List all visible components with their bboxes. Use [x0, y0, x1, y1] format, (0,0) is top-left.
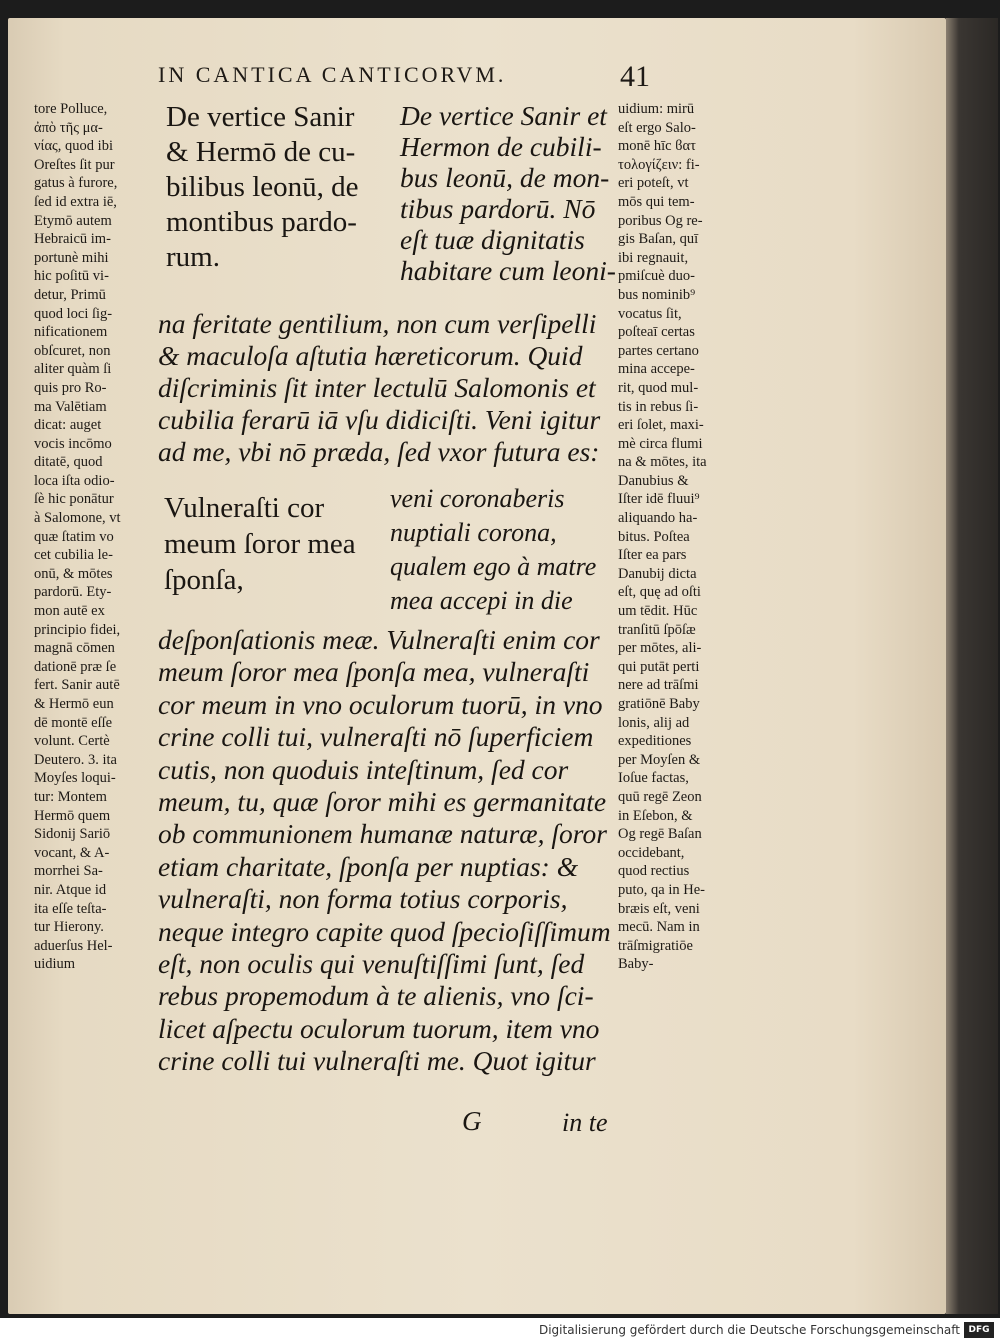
commentary-1-line: diſcriminis ſit inter lectulū Salomonis et — [158, 372, 596, 403]
running-title: IN CANTICA CANTICORVM. — [158, 62, 507, 87]
commentary-2-line: meum ſoror mea ſponſa mea, vulneraſti — [158, 656, 590, 688]
right-margin-line: Ioſue factas, — [618, 770, 689, 787]
commentary-2 — [158, 624, 613, 1078]
left-margin-line: portunè mihi — [34, 249, 109, 266]
left-margin-line: fert. Sanir autē — [34, 677, 120, 694]
right-margin-line: rit, quod mul- — [618, 379, 699, 396]
left-margin-note — [34, 100, 154, 974]
right-margin-line: eri ſolet, maxi- — [618, 417, 704, 434]
right-margin-line: in Eſebon, & — [618, 807, 693, 824]
right-margin-line: eſt, quę ad oſti — [618, 584, 701, 601]
left-margin-line: quod loci ſig- — [34, 305, 113, 322]
right-margin-line: pmiſcuè duo- — [618, 268, 695, 285]
right-margin-line: per mōtes, ali- — [618, 640, 702, 657]
right-margin-line: bitus. Poſtea — [618, 528, 690, 545]
left-margin-line: quis pro Ro- — [34, 379, 107, 396]
right-margin-line: gis Baſan, quī — [618, 231, 699, 248]
right-margin-line: Danubij dicta — [618, 565, 697, 582]
right-margin-line: trāſmigratiōe — [618, 937, 693, 954]
page-edge-shadow — [946, 18, 998, 1314]
commentary-1-line: & maculoſa aſtutia hæreticorum. Quid — [158, 340, 583, 371]
verse-2-italic-line: nuptiali corona, — [390, 518, 557, 547]
left-margin-line: onū, & mōtes — [34, 565, 113, 582]
right-margin-line: gratiōnē Baby — [618, 696, 700, 712]
left-margin-line: morrhei Sa- — [34, 863, 103, 880]
commentary-2-line: neque integro capite quod ſpecioſiſſimum — [158, 915, 611, 947]
commentary-2-line: rebus propemodum à te alienis, vno ſci- — [158, 980, 594, 1012]
verse-1-italic — [400, 100, 614, 286]
right-margin-line: eſt ergo Salo- — [618, 119, 696, 136]
right-margin-line: ibi regnauit, — [618, 249, 689, 266]
left-margin-line: obſcuret, non — [34, 342, 111, 359]
right-margin-line: mecū. Nam in — [618, 919, 700, 936]
left-margin-line: ditatē, quod — [34, 454, 103, 471]
left-margin-line: nir. Atque id — [34, 881, 107, 898]
left-margin-line: Sidonij Sariō — [34, 826, 111, 843]
right-margin-line: aliquando ha- — [618, 510, 698, 527]
left-margin-line: hic poſitū vi- — [34, 268, 109, 285]
verse-1-italic-line: Hermon de cubili- — [400, 131, 602, 162]
commentary-2-line: eſt, non oculis qui venuſtiſſimi ſunt, ſed — [158, 948, 585, 980]
left-margin-line: vocis incōmo — [34, 435, 112, 452]
verse-1-roman — [166, 100, 398, 275]
left-margin-line: ma Valētiam — [34, 398, 107, 415]
left-margin-line: uidium — [34, 956, 76, 973]
verse-2-italic-line: qualem ego à matre — [390, 552, 597, 581]
left-margin-line: gatus à furore, — [34, 175, 118, 192]
commentary-2-line: ob communionem humanæ naturæ, ſoror — [158, 818, 607, 850]
right-margin-line: Baby- — [618, 956, 654, 973]
left-margin-line: ſè hic ponātur — [34, 491, 114, 508]
left-margin-line: ſed id extra iē, — [34, 193, 117, 210]
right-margin-line: Danubius & — [618, 472, 689, 489]
commentary-1-line: ad me, vbi nō præda, ſed vxor futura es: — [158, 436, 600, 467]
verse-1-italic-line: bus leonū, de mon- — [400, 162, 610, 193]
commentary-1 — [158, 308, 613, 468]
right-margin-line: τολογίζειν: fi- — [618, 156, 700, 173]
page-number: 41 — [620, 60, 650, 93]
verse-2-italic-line: veni coronaberis — [390, 484, 565, 513]
left-margin-line: principio fidei, — [34, 621, 121, 638]
left-margin-line: dationē præ ſe — [34, 658, 117, 675]
verse-2-roman — [164, 490, 386, 598]
commentary-1-line: cubilia ferarū iā vſu didiciſti. Veni igitur — [158, 404, 601, 435]
right-margin-line: lonis, alij ad — [618, 714, 690, 731]
right-margin-line: bus nominib⁹ — [618, 286, 696, 303]
verse-1-italic-line: De vertice Sanir et — [400, 100, 607, 131]
verse-2-roman-line: meum ſoror mea — [164, 528, 356, 560]
left-margin-line: Oreſtes ſit pur — [34, 156, 115, 173]
left-margin-line: quæ ſtatim vo — [34, 528, 114, 545]
verse-1-italic-line: habitare cum leoni- — [400, 255, 616, 286]
left-margin-line: à Salomone, vt — [34, 510, 121, 527]
right-margin-line: mè circa flumi — [618, 435, 703, 452]
right-margin-line: tis in rebus ſi- — [618, 398, 699, 415]
left-margin-line: magnā cōmen — [34, 640, 115, 657]
verse-2-roman-line: ſponſa, — [164, 564, 244, 596]
right-margin-line: Og regē Baſan — [618, 826, 702, 843]
commentary-2-line: licet aſpectu oculorum tuorum, item vno — [158, 1012, 600, 1044]
verse-1-italic-line: tibus pardorū. Nō — [400, 193, 596, 224]
right-margin-line: na & mōtes, ita — [618, 454, 707, 471]
right-margin-line: quū regē Zeon — [618, 788, 702, 805]
commentary-2-line: crine colli tui vulneraſti me. Quot igitur — [158, 1045, 596, 1077]
right-margin-line: qui putāt perti — [618, 658, 700, 675]
footer-bar — [0, 1318, 1000, 1344]
left-margin-line: pardorū. Ety- — [34, 584, 112, 601]
commentary-2-line: deſponſationis meæ. Vulneraſti enim cor — [158, 624, 600, 655]
left-margin-line: & Hermō eun — [34, 696, 114, 712]
right-margin-line: mina accepe- — [618, 361, 695, 378]
left-margin-line: mon autē ex — [34, 603, 105, 620]
verse-1-roman-line: De vertice Sanir — [166, 101, 355, 133]
right-margin-line: per Moyſen & — [618, 751, 701, 768]
left-margin-line: dē montē eſſe — [34, 714, 113, 731]
right-margin-line: monē hīc ϐατ — [618, 138, 696, 155]
left-margin-line: tore Polluce, — [34, 101, 108, 117]
right-margin-line: partes certano — [618, 342, 699, 359]
left-margin-line: tur Hierony. — [34, 919, 104, 936]
left-margin-line: vocant, & A- — [34, 844, 110, 861]
commentary-1-line: na feritate gentilium, non cum verſipelli — [158, 308, 597, 339]
right-margin-line: puto, qa in He- — [618, 881, 705, 898]
right-margin-line: Iſter ea pars — [618, 547, 687, 564]
left-margin-line: aduerſus Hel- — [34, 937, 113, 954]
left-margin-line: nificationem — [34, 324, 108, 341]
dfg-logo: DFG — [964, 1322, 994, 1338]
right-margin-line: occidebant, — [618, 844, 685, 861]
verse-1-roman-line: montibus pardo- — [166, 206, 357, 238]
right-margin-line: poſteaī certas — [618, 324, 695, 341]
right-margin-line: expeditiones — [618, 733, 692, 750]
left-margin-line: Hebraicū im- — [34, 231, 111, 248]
left-margin-line: Moyſes loqui- — [34, 770, 116, 787]
right-margin-line: quod rectius — [618, 863, 690, 880]
left-margin-line: aliter quàm ſi — [34, 361, 112, 378]
catchword: in te — [562, 1108, 608, 1137]
left-margin-line: Hermō quem — [34, 807, 111, 824]
right-margin-line: mōs qui tem- — [618, 193, 695, 210]
right-margin-line: nere ad trāſmi — [618, 677, 699, 694]
commentary-2-line: cutis, non quoduis inteſtinum, ſed cor — [158, 753, 569, 785]
right-margin-line: poribus Og re- — [618, 212, 703, 229]
left-margin-line: Deutero. 3. ita — [34, 751, 117, 768]
left-margin-line: volunt. Certè — [34, 733, 110, 750]
right-margin-line: um tēdit. Hūc — [618, 603, 698, 620]
right-margin-line: uidium: mirū — [618, 101, 695, 117]
commentary-2-line: crine colli tui, vulneraſti nō ſuperficiem — [158, 721, 594, 753]
left-margin-line: ita eſſe teſta- — [34, 900, 107, 917]
right-margin-line: bræis eſt, veni — [618, 900, 700, 917]
verse-1-roman-line: rum. — [166, 241, 220, 273]
left-margin-line: dicat: auget — [34, 417, 102, 434]
left-margin-line: Etymō autem — [34, 212, 112, 229]
verse-2-italic-line: mea accepi in die — [390, 586, 573, 615]
left-margin-line: cet cubilia le- — [34, 547, 113, 564]
left-margin-line: tur: Montem — [34, 788, 107, 805]
commentary-2-line: vulneraſti, non forma totius corporis, — [158, 883, 568, 915]
right-margin-line: vocatus ſit, — [618, 305, 682, 322]
verse-2-italic — [390, 482, 614, 618]
verse-1-italic-line: eſt tuæ dignitatis — [400, 224, 585, 255]
commentary-2-line: cor meum in vno oculorum tuorū, in vno — [158, 688, 603, 720]
left-margin-line: detur, Primū — [34, 286, 106, 303]
right-margin-note — [618, 100, 730, 974]
commentary-2-line: etiam charitate, ſponſa per nuptias: & — [158, 850, 579, 882]
right-margin-line: eri poteſt, vt — [618, 175, 689, 192]
signature-mark: G — [462, 1106, 482, 1136]
left-margin-line: loca iſta odio- — [34, 472, 115, 489]
verse-2-roman-line: Vulneraſti cor — [164, 492, 325, 524]
verse-1-roman-line: & Hermō de cu- — [166, 136, 356, 168]
verse-1-roman-line: bilibus leonū, de — [166, 171, 359, 203]
footer-credit: Digitalisierung gefördert durch die Deutsche Forschungsgemeinschaft — [538, 1323, 960, 1337]
left-margin-line: νίας, quod ibi — [34, 138, 113, 155]
commentary-2-line: meum, tu, quæ ſoror mihi es germanitate — [158, 786, 607, 818]
right-margin-line: tranſitū ſpōſæ — [618, 621, 696, 638]
right-margin-line: Iſter idē fluui⁹ — [618, 491, 700, 508]
left-margin-line: ἀπὸ τῆς μα- — [34, 119, 103, 136]
